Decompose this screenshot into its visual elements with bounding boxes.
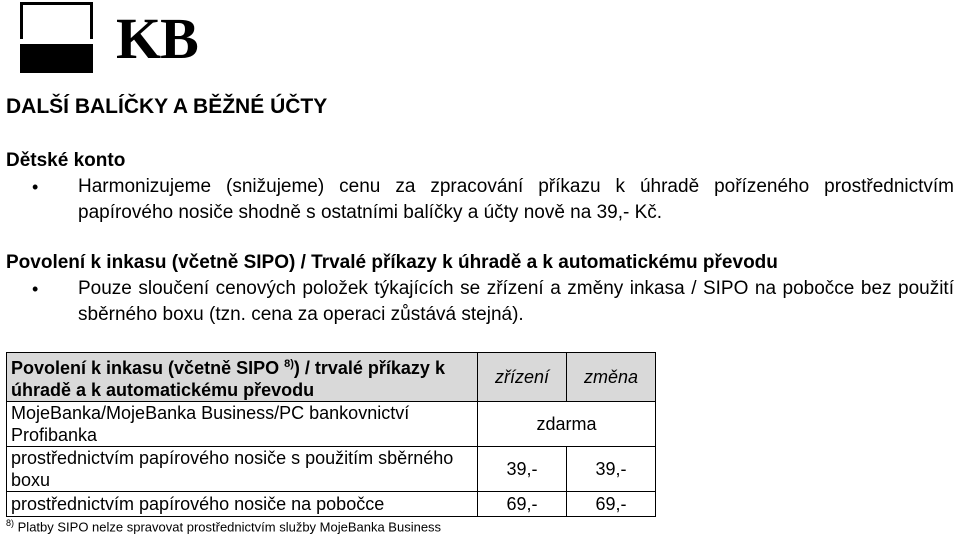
footnote-ref: 8)	[284, 358, 294, 370]
table-header-setup: zřízení	[478, 353, 567, 402]
bullet-childrens-account	[32, 174, 954, 226]
table-row	[7, 447, 656, 492]
table-row-merged-value: zdarma	[478, 402, 656, 447]
footnote-text: Platby SIPO nelze spravovat prostřednictvím služby MojeBanka Business	[17, 519, 442, 535]
kb-logo	[20, 2, 225, 73]
price-table	[6, 352, 656, 517]
table-header-label: Povolení k inkasu (včetně SIPO $^{8)}$) / trvalé příkazy k úhradě a k automatickému převodu	[7, 353, 478, 402]
kb-logo-text: KB	[116, 6, 198, 71]
table-row	[7, 492, 656, 517]
section-heading-childrens-account: Dětské konto	[6, 150, 126, 171]
footnote-marker: 8)	[6, 518, 15, 528]
table-row-label: prostřednictvím papírového nosiče na pobočce	[7, 492, 478, 517]
table-row-setup-value: 69,-	[478, 492, 567, 517]
bullet-icon: •	[32, 177, 39, 197]
bullet-text: Harmonizujeme (snižujeme) cenu za zpracování příkazu k úhradě pořízeného prostřednictvím papírového nosiče shodně s ostatními balíčky a účty nově na 39,- Kč.	[78, 176, 954, 223]
section-heading-direct-debit: Povolení k inkasu (včetně SIPO) / Trvalé příkazy k úhradě a k automatickému převodu	[6, 252, 778, 273]
bullet-direct-debit	[32, 276, 954, 328]
table-row-label: MojeBanka/MojeBanka Business/PC bankovnictví Profibanka	[7, 402, 478, 447]
table-row-setup-value: 39,-	[478, 447, 567, 492]
table-header-row	[7, 353, 656, 402]
table-row-change-value: 39,-	[567, 447, 656, 492]
table-row-change-value: 69,-	[567, 492, 656, 517]
table-row	[7, 402, 656, 447]
kb-logo-mark	[20, 2, 93, 73]
table-header-change: změna	[567, 353, 656, 402]
footnote	[6, 514, 441, 536]
page-title: DALŠÍ BALÍČKY A BĚŽNÉ ÚČTY	[6, 95, 328, 118]
bullet-icon: •	[32, 279, 39, 299]
table-row-label: prostřednictvím papírového nosiče s použitím sběrného boxu	[7, 447, 478, 492]
bullet-text: Pouze sloučení cenových položek týkajících se zřízení a změny inkasa / SIPO na pobočce bez použití sběrného boxu (tzn. cena za operaci zůstává stejná).	[78, 278, 954, 325]
